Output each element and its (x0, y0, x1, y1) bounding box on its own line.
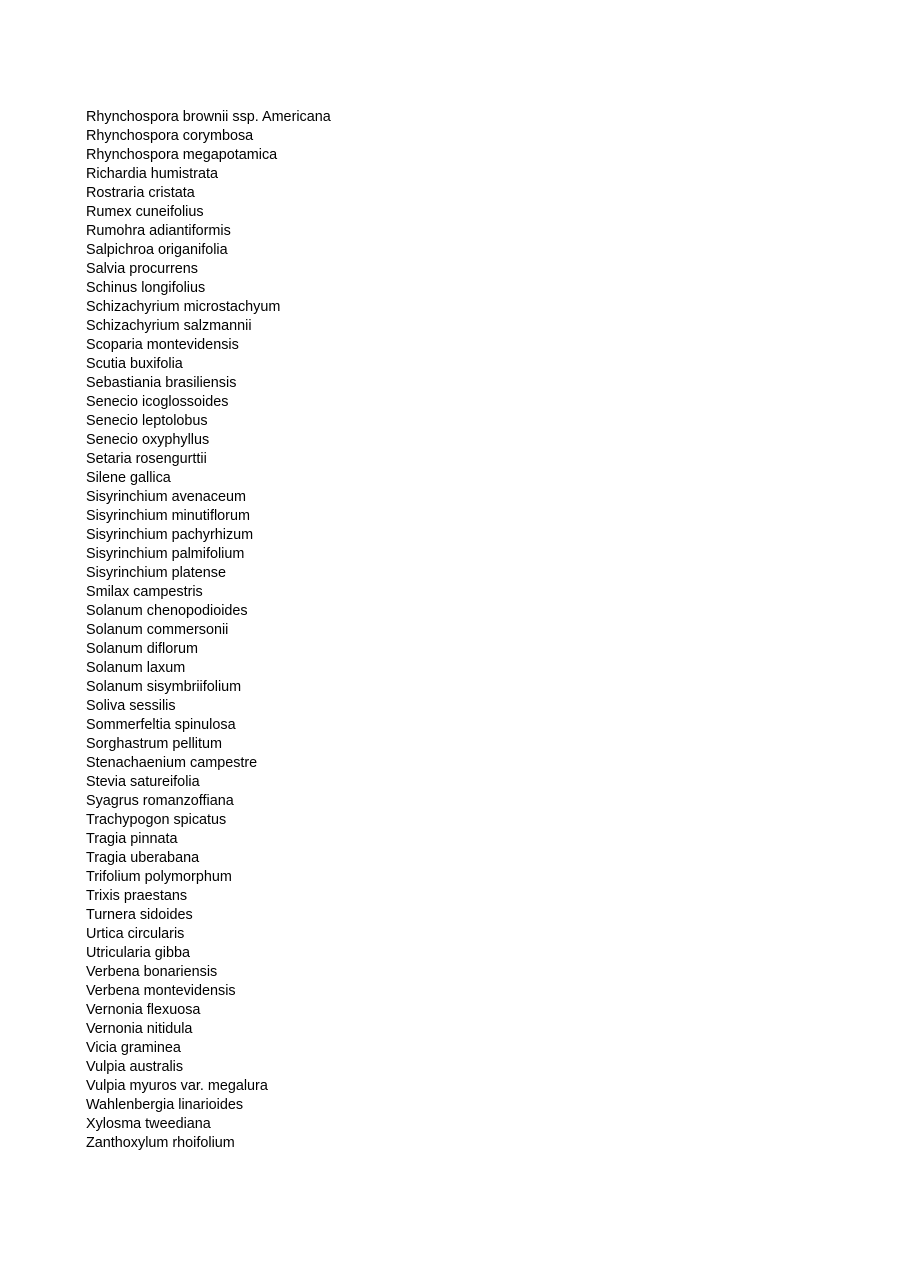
species-item: Rhynchospora corymbosa (86, 128, 254, 144)
species-item: Setaria rosengurttii (86, 451, 207, 467)
species-item: Trixis praestans (86, 888, 188, 904)
species-item: Scutia buxifolia (86, 356, 183, 372)
species-item: Tragia uberabana (86, 850, 200, 866)
species-item: Solanum commersonii (86, 622, 229, 638)
species-item: Smilax campestris (86, 584, 203, 600)
species-item: Richardia humistrata (86, 166, 218, 182)
species-list (86, 108, 331, 1153)
species-item: Senecio icoglossoides (86, 394, 229, 410)
species-item: Silene gallica (86, 470, 171, 486)
species-item: Salvia procurrens (86, 261, 198, 277)
species-item: Zanthoxylum rhoifolium (86, 1135, 235, 1151)
species-item: Vernonia nitidula (86, 1021, 193, 1037)
species-item: Rhynchospora megapotamica (86, 147, 278, 163)
species-item: Sebastiania brasiliensis (86, 375, 237, 391)
species-item: Solanum sisymbriifolium (86, 679, 242, 695)
species-item: Sisyrinchium avenaceum (86, 489, 246, 505)
species-item: Utricularia gibba (86, 945, 190, 961)
species-item: Sisyrinchium palmifolium (86, 546, 245, 562)
species-item: Wahlenbergia linarioides (86, 1097, 244, 1113)
species-item: Sorghastrum pellitum (86, 736, 222, 752)
species-item: Stenachaenium campestre (86, 755, 258, 771)
species-item: Vulpia australis (86, 1059, 184, 1075)
species-item: Sisyrinchium pachyrhizum (86, 527, 254, 543)
species-item: Sisyrinchium minutiflorum (86, 508, 250, 524)
species-item: Stevia satureifolia (86, 774, 200, 790)
species-item: Senecio leptolobus (86, 413, 208, 429)
species-item: Schizachyrium salzmannii (86, 318, 252, 334)
species-item: Solanum laxum (86, 660, 186, 676)
species-item: Rumex cuneifolius (86, 204, 204, 220)
species-item: Syagrus romanzoffiana (86, 793, 234, 809)
species-item: Rhynchospora brownii ssp. Americana (86, 109, 331, 125)
species-item: Vulpia myuros var. megalura (86, 1078, 268, 1094)
species-item: Verbena montevidensis (86, 983, 236, 999)
species-item: Senecio oxyphyllus (86, 432, 210, 448)
species-item: Solanum diflorum (86, 641, 198, 657)
species-item: Verbena bonariensis (86, 964, 218, 980)
species-item: Vernonia flexuosa (86, 1002, 201, 1018)
species-item: Urtica circularis (86, 926, 185, 942)
species-item: Turnera sidoides (86, 907, 193, 923)
species-item: Trifolium polymorphum (86, 869, 232, 885)
species-item: Tragia pinnata (86, 831, 178, 847)
species-item: Xylosma tweediana (86, 1116, 211, 1132)
species-item: Vicia graminea (86, 1040, 181, 1056)
species-item: Salpichroa origanifolia (86, 242, 228, 258)
species-item: Schizachyrium microstachyum (86, 299, 281, 315)
species-item: Sisyrinchium platense (86, 565, 226, 581)
species-item: Solanum chenopodioides (86, 603, 248, 619)
species-item: Rostraria cristata (86, 185, 195, 201)
species-item: Scoparia montevidensis (86, 337, 239, 353)
species-item: Rumohra adiantiformis (86, 223, 231, 239)
species-item: Trachypogon spicatus (86, 812, 227, 828)
species-item: Sommerfeltia spinulosa (86, 717, 236, 733)
species-item: Soliva sessilis (86, 698, 176, 714)
species-item: Schinus longifolius (86, 280, 206, 296)
